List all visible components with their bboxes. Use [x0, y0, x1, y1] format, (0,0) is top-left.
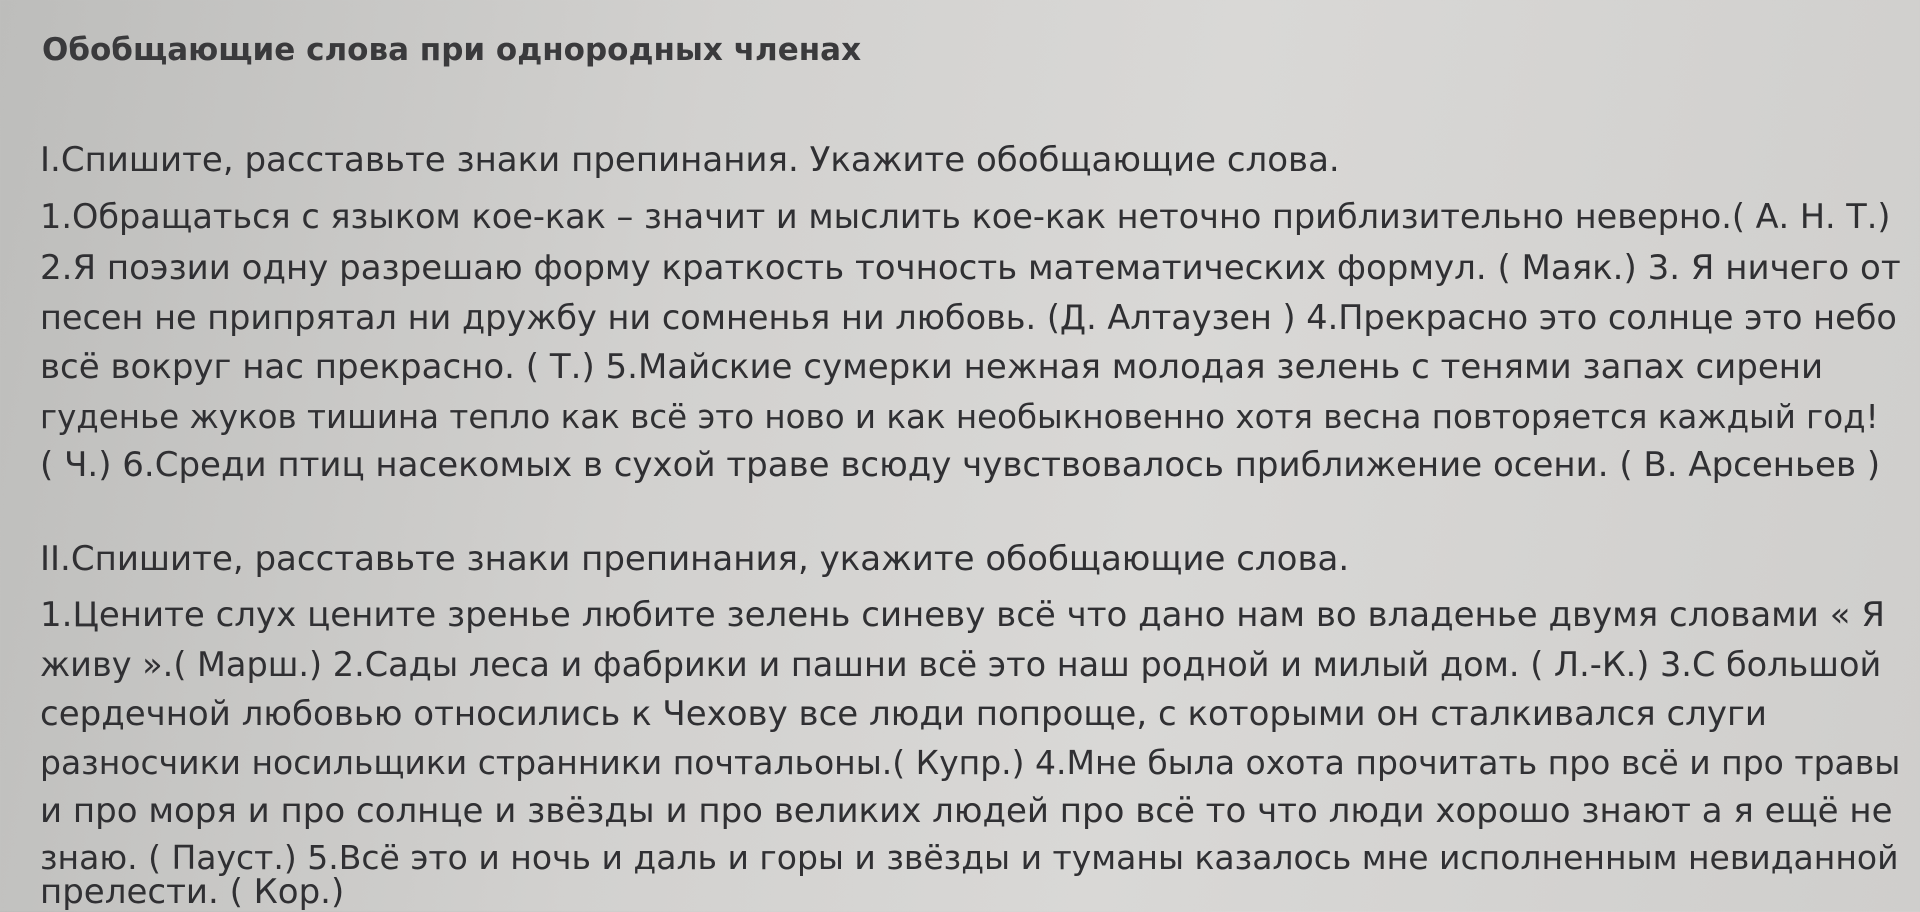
section1-line-4: всё вокруг нас прекрасно. ( Т.) 5.Майские сумерки нежная молодая зелень с тенями запах сирени — [40, 347, 1824, 387]
section1-line-2: 2.Я поэзии одну разрешаю форму краткость точность математических формул. ( Маяк.) 3. Я ничего от — [40, 248, 1901, 288]
section1-line-6: ( Ч.) 6.Среди птиц насекомых в сухой траве всюду чувствовалось приближение осени. ( В. Арсеньев ) — [40, 445, 1881, 485]
section1-line-3: песен не припрятал ни дружбу ни сомненья ни любовь. (Д. Алтаузен ) 4.Прекрасно это солнце это небо — [40, 298, 1897, 337]
section2-line-5: и про моря и про солнце и звёзды и про великих людей про всё то что люди хорошо знают а я ещё не — [40, 791, 1893, 831]
section1-line-1: 1.Обращаться с языком кое-как – значит и мыслить кое-как неточно приблизительно неверно.( А. Н. Т.) — [40, 197, 1891, 236]
section2-line-4: разносчики носильщики странники почтальоны.( Купр.) 4.Мне была охота прочитать про всё и про травы — [40, 743, 1901, 782]
section1-line-5: гуденье жуков тишина тепло как всё это ново и как необыкновенно хотя весна повторяется каждый год! — [40, 398, 1879, 436]
section1-heading: I.Спишите, расставьте знаки препинания. Укажите обобщающие слова. — [40, 140, 1340, 180]
section2-heading: II.Спишите, расставьте знаки препинания, укажите обобщающие слова. — [40, 539, 1350, 579]
section2-line-2: живу ».( Марш.) 2.Сады леса и фабрики и пашни всё это наш родной и милый дом. ( Л.-К.) 3.С большой — [40, 645, 1882, 684]
section2-line-7: прелести. ( Кор.) — [40, 872, 345, 912]
section2-line-3: сердечной любовью относились к Чехову все люди попроще, с которыми он сталкивался слуги — [40, 694, 1767, 734]
section2-line-6: знаю. ( Пауст.) 5.Всё это и ночь и даль и горы и звёзды и туманы казалось мне исполненным невиданной — [40, 838, 1899, 877]
document-title: Обобщающие слова при однородных членах — [42, 32, 862, 68]
section2-line-1: 1.Цените слух цените зренье любите зелень синеву всё что дано нам во владенье двумя словами « Я — [40, 595, 1885, 635]
